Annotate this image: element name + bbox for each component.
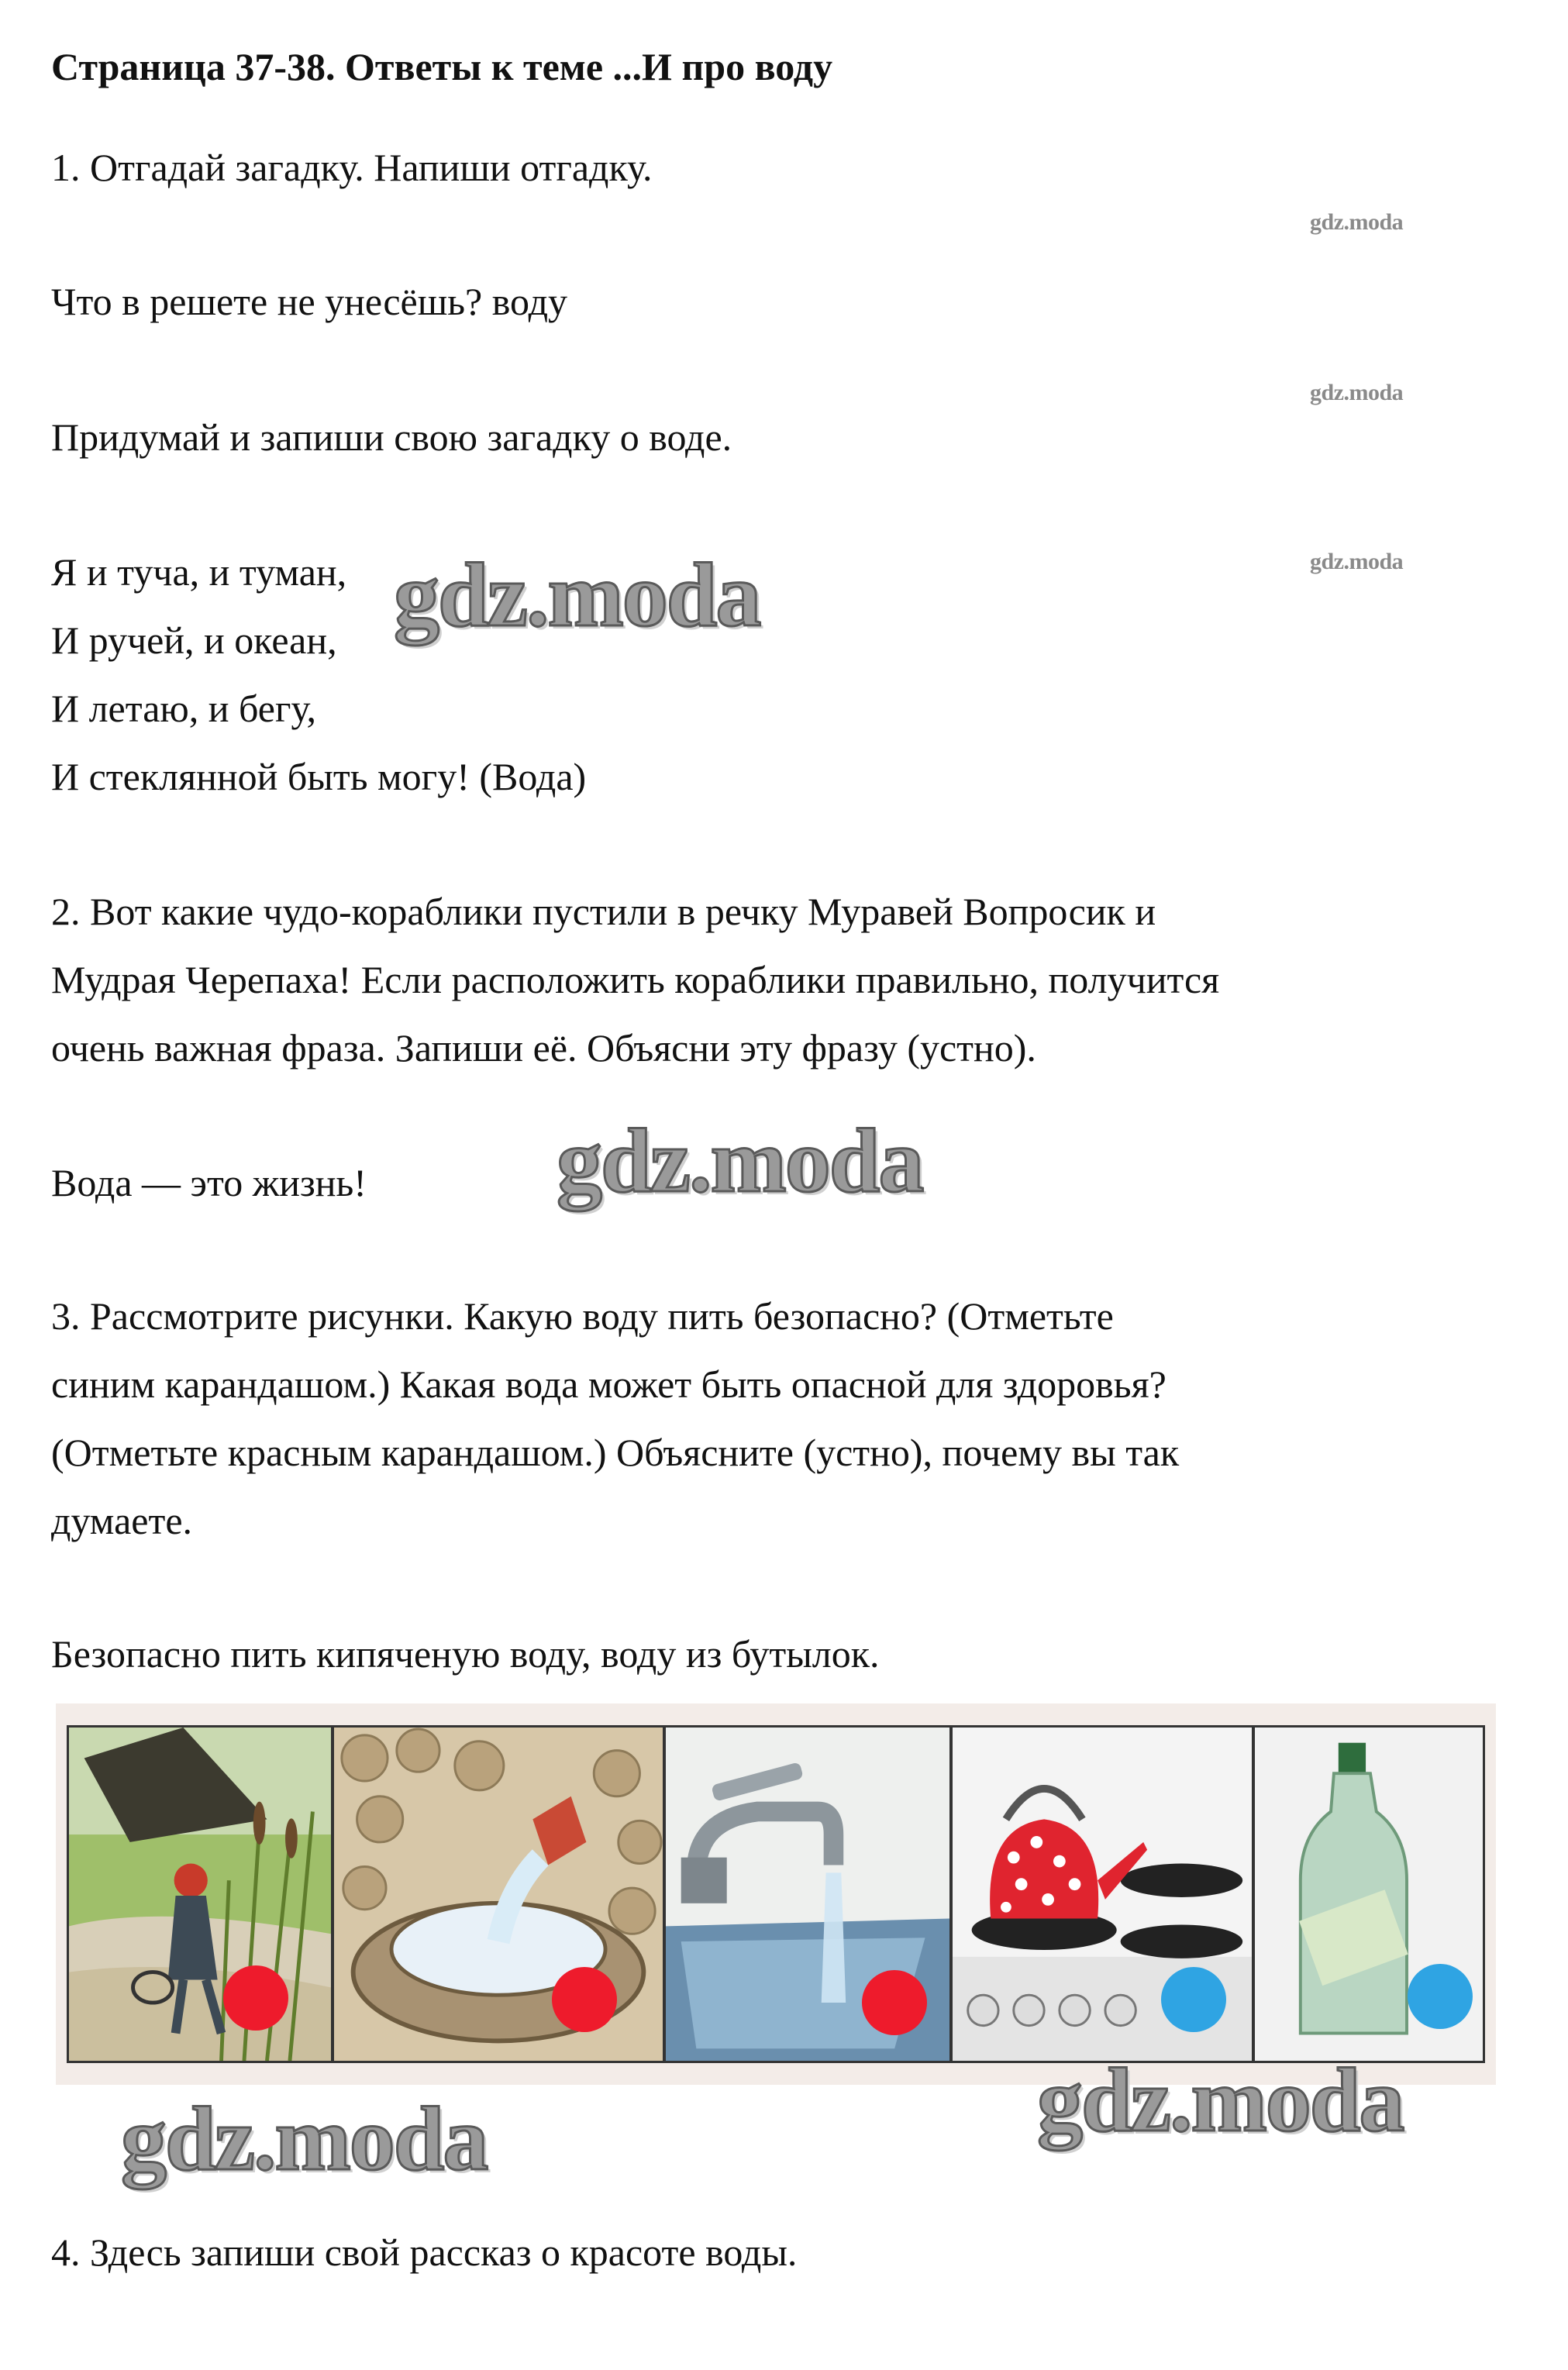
- red-mark-dot: [862, 1970, 927, 2035]
- task3-line: думаете.: [51, 1499, 193, 1542]
- watermark-small: gdz.moda: [1310, 380, 1404, 405]
- watermark-large: gdz.moda: [557, 1110, 923, 1211]
- task1-riddle: Что в решете не унесёшь? воду: [51, 280, 568, 323]
- task3-line: синим карандашом.) Какая вода может быть опасной для здоровья?: [51, 1362, 1167, 1406]
- water-pictures-strip: [56, 1703, 1496, 2085]
- task3-line: 3. Рассмотрите рисунки. Какую воду пить безопасно? (Отметьте: [51, 1294, 1114, 1338]
- blue-mark-dot: [1408, 1964, 1473, 2029]
- task1-heading: 1. Отгадай загадку. Напиши отгадку.: [51, 146, 653, 189]
- watermark-small: gdz.moda: [1310, 549, 1404, 574]
- page-title: Страница 37-38. Ответы к теме ...И про воду: [51, 45, 833, 88]
- task3-answer: Безопасно пить кипяченую воду, воду из бутылок.: [51, 1632, 880, 1676]
- blue-mark-dot: [1161, 1967, 1226, 2032]
- poem-line: И летаю, и бегу,: [51, 687, 316, 730]
- picture-well: [332, 1725, 665, 2063]
- task2-line: 2. Вот какие чудо-кораблики пустили в речку Муравей Вопросик и: [51, 890, 1156, 933]
- task2-line: Мудрая Черепаха! Если расположить кораблики правильно, получится: [51, 958, 1220, 1001]
- task4-heading: 4. Здесь запиши свой рассказ о красоте воды.: [51, 2230, 798, 2274]
- watermark-small: gdz.moda: [1310, 209, 1404, 235]
- red-mark-dot: [223, 1965, 288, 2031]
- task3-line: (Отметьте красным карандашом.) Объясните (устно), почему вы так: [51, 1431, 1180, 1474]
- watermark-large: gdz.moda: [394, 544, 760, 646]
- red-mark-dot: [552, 1967, 617, 2032]
- poem-line: И стеклянной быть могу! (Вода): [51, 755, 587, 798]
- watermark-large: gdz.moda: [1037, 2049, 1404, 2151]
- task2-line: очень важная фраза. Запиши её. Объясни эту фразу (устно).: [51, 1026, 1036, 1070]
- picture-pond: [67, 1725, 333, 2063]
- poem-line: Я и туча, и туман,: [51, 550, 347, 594]
- task1-prompt: Придумай и запиши свою загадку о воде.: [51, 415, 732, 459]
- poem-line: И ручей, и океан,: [51, 618, 337, 662]
- task2-answer: Вода — это жизнь!: [51, 1161, 367, 1204]
- watermark-large: gdz.moda: [121, 2088, 488, 2189]
